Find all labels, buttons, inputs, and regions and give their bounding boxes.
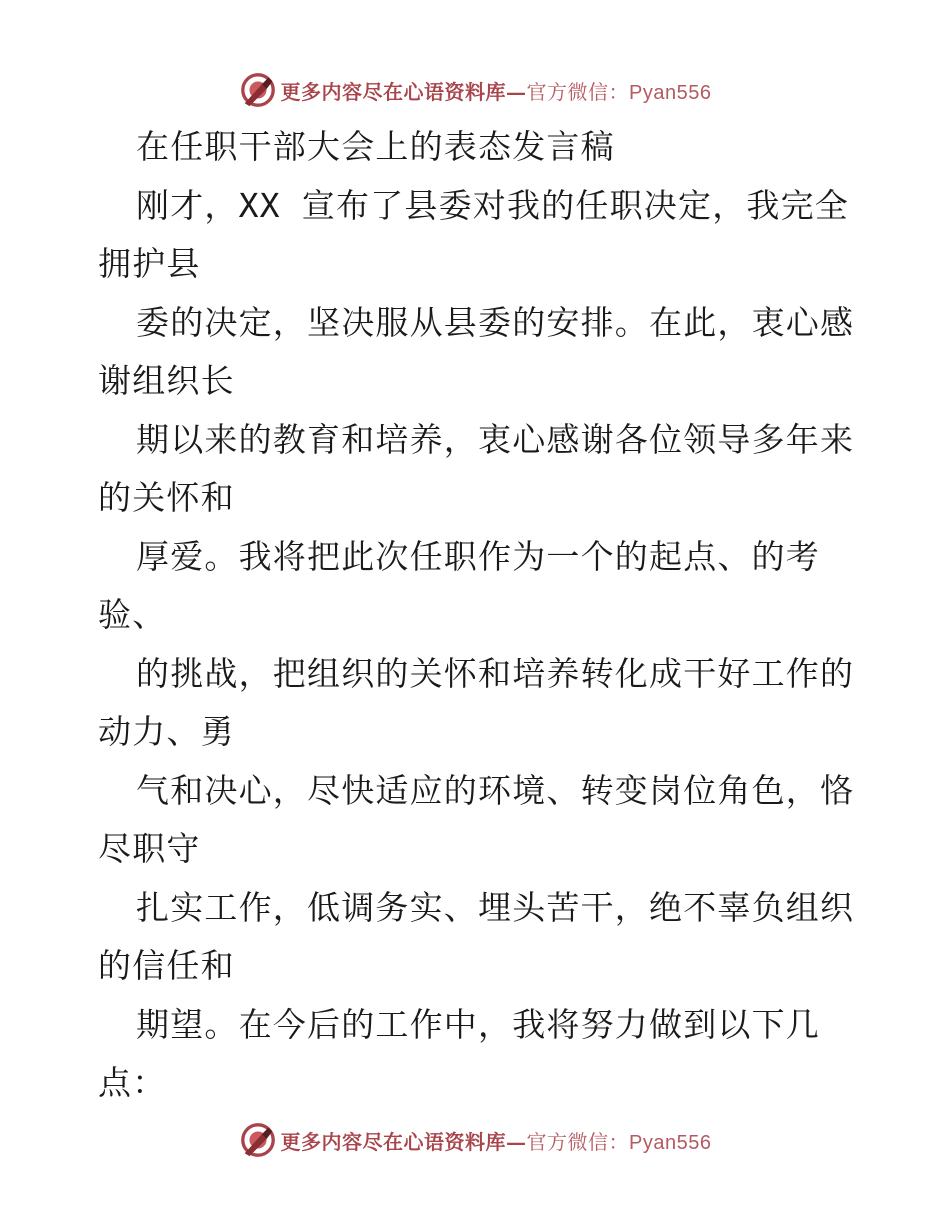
pen-logo-icon [239,71,277,109]
text-line: 谢组织长 [98,361,235,400]
text-line: 期望。在今后的工作中，我将努力做到以下几 [136,1004,820,1044]
watermark-text: 更多内容尽在心语资料库—官方微信：Pyan556 [280,79,712,104]
text-line: 气和决心，尽快适应的环境、转变岗位角色，恪 [136,770,855,810]
text-line: 验、 [98,595,167,634]
text-line: 点： [98,1063,167,1102]
document-body [98,118,858,1113]
text-line: 厚爱。我将把此次任职作为一个的起点、的考 [136,536,820,576]
document-title: 在任职干部大会上的表态发言稿 [136,127,615,166]
text-line: 期以来的教育和培养，衷心感谢各位领导多年来 [136,419,855,459]
footer-watermark [0,1118,950,1162]
watermark-text: 更多内容尽在心语资料库—官方微信：Pyan556 [280,1129,712,1154]
text-line: 的信任和 [98,946,235,985]
header-watermark [0,68,950,112]
text-line: 的关怀和 [98,478,235,517]
text-line: 刚才，XX 宣布了县委对我的任职决定，我完全 [136,185,850,225]
text-line: 委的决定，坚决服从县委的安排。在此，衷心感 [136,302,855,342]
text-line: 扎实工作，低调务实、埋头苦干，绝不辜负组织 [136,887,855,927]
text-line: 的挑战，把组织的关怀和培养转化成干好工作的 [136,653,855,693]
pen-logo-icon [239,1121,277,1159]
text-line: 尽职守 [98,829,201,868]
text-line: 拥护县 [98,244,201,283]
text-line: 动力、勇 [98,712,235,751]
